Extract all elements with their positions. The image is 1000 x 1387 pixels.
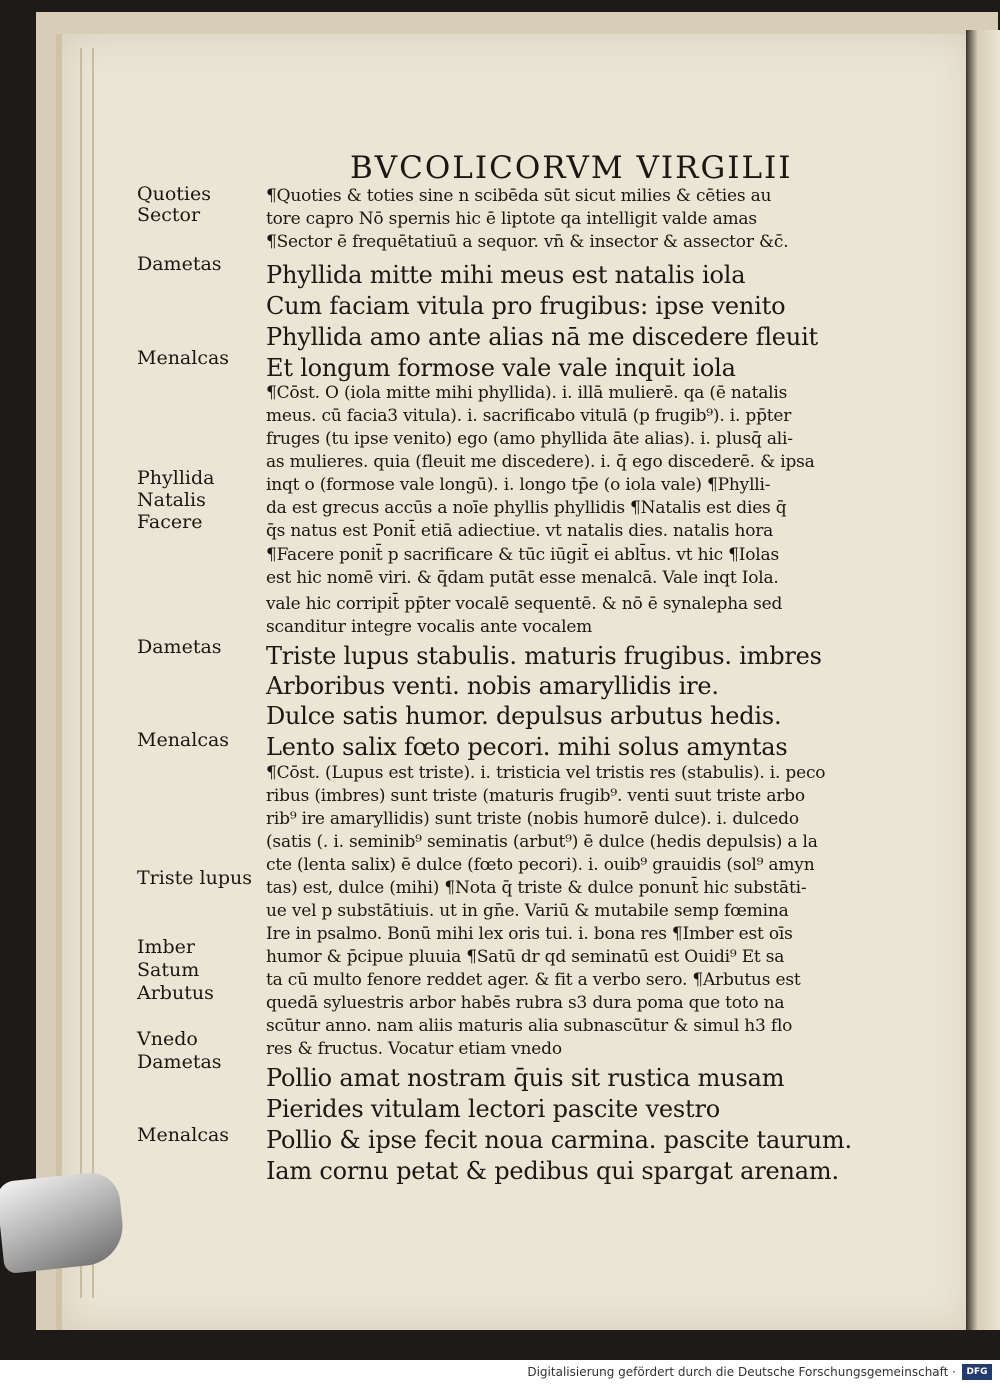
commentary-line: rib⁹ ire amaryllidis) sunt triste (nobis humorē dulce). i. dulcedo — [266, 809, 799, 829]
margin-note: Quoties — [137, 183, 211, 205]
commentary-line: q̄s natus est Ponit̄ etiā adiectiue. vt natalis dies. natalis hora — [266, 521, 774, 541]
book-spine — [966, 30, 1000, 1330]
commentary-line: ¶Facere ponit̄ p sacrificare & tūc iūgit̄ ei ablt̄us. vt hic ¶Iolas — [266, 545, 779, 565]
verse-line: Phyllida mitte mihi meus est natalis iola — [266, 261, 746, 289]
commentary-line: inqt o (formose vale longū). i. longo tp̄e (o iola vale) ¶Phylli- — [266, 475, 771, 495]
margin-note: Satum — [137, 959, 200, 981]
commentary-line: ¶Cōst. O (iola mitte mihi phyllida). i. illā mulierē. qa (ē natalis — [266, 383, 788, 403]
commentary-line: ¶Cōst. (Lupus est triste). i. tristicia vel tristis res (stabulis). i. peco — [266, 763, 826, 783]
commentary-line: cte (lenta salix) ē dulce (fœto pecori). i. ouib⁹ grauidis (sol⁹ amyn — [266, 855, 815, 875]
commentary-line: vale hic corripit̄ pp̄ter vocalē sequentē. & nō ē synalepha sed — [266, 594, 783, 614]
margin-note: Menalcas — [137, 347, 230, 369]
margin-note: Facere — [137, 511, 203, 533]
verse-line: Pollio & ipse fecit noua carmina. pascite taurum. — [266, 1126, 852, 1154]
verse-line: Triste lupus stabulis. maturis frugibus. imbres — [266, 642, 822, 670]
footer-bar — [0, 1360, 1000, 1387]
margin-note: Triste lupus — [137, 867, 252, 889]
verse-line: Iam cornu petat & pedibus qui spargat arenam. — [266, 1157, 839, 1185]
commentary-line: Ire in psalmo. Bonū mihi lex oris tui. i. bona res ¶Imber est oīs — [266, 924, 793, 944]
verse-line: Pierides vitulam lectori pascite vestro — [266, 1095, 721, 1123]
margin-note: Menalcas — [137, 729, 230, 751]
verse-line: Et longum formose vale vale inquit iola — [266, 354, 736, 382]
commentary-line: as mulieres. quia (fleuit me discedere). i. q̄ ego discederē. & ipsa — [266, 452, 815, 472]
verse-line: Arboribus venti. nobis amaryllidis ire. — [266, 672, 719, 700]
margin-note: Sector — [137, 204, 201, 226]
margin-note: Dametas — [137, 253, 222, 275]
commentary-line: ue vel p substātiuis. ut in gn̄e. Variū & mutabile semp fœmina — [266, 901, 789, 921]
commentary-line: meus. cū facia3 vitula). i. sacrificabo vitulā (p frugib⁹). i. pp̄ter — [266, 406, 792, 426]
running-title: BVCOLICORVM VIRGILII — [350, 150, 793, 186]
page-edge-lines — [80, 48, 94, 1298]
margin-note: Vnedo — [137, 1028, 198, 1050]
commentary-line: ¶Sector ē frequētatiuū a sequor. vn̄ & insector & assector &c̄. — [266, 232, 789, 252]
commentary-line: quedā syluestris arbor habēs rubra s3 dura poma que toto na — [266, 993, 785, 1013]
commentary-line: (satis (. i. seminib⁹ seminatis (arbut⁹) ē dulce (hedis depulsis) a la — [266, 832, 818, 852]
margin-note: Dametas — [137, 636, 222, 658]
commentary-line: res & fructus. Vocatur etiam vnedo — [266, 1039, 562, 1059]
commentary-line: scanditur integre vocalis ante vocalem — [266, 617, 593, 637]
commentary-line: tore capro Nō spernis hic ē liptote qa intelligit valde amas — [266, 209, 757, 229]
footer-credit: Digitalisierung gefördert durch die Deutsche Forschungsgemeinschaft · — [527, 1365, 956, 1379]
margin-note: Natalis — [137, 489, 206, 511]
commentary-line: est hic nomē viri. & q̄dam putāt esse menalcā. Vale inqt Iola. — [266, 568, 779, 588]
commentary-line: scūtur anno. nam aliis maturis alia subnascūtur & simul h3 flo — [266, 1016, 793, 1036]
margin-note: Dametas — [137, 1051, 222, 1073]
commentary-line: fruges (tu ipse venito) ego (amo phyllida āte alias). i. plusq̄ ali- — [266, 429, 793, 449]
verse-line: Phyllida amo ante alias nā me discedere fleuit — [266, 323, 818, 351]
margin-note: Imber — [137, 936, 196, 958]
commentary-line: humor & p̄cipue pluuia ¶Satū dr qd seminatū est Ouidi⁹ Et sa — [266, 947, 785, 967]
commentary-line: da est grecus accūs a noīe phyllis phyllidis ¶Natalis est dies q̄ — [266, 498, 787, 518]
margin-note: Phyllida — [137, 467, 215, 489]
commentary-line: ¶Quoties & toties sine n scibēda sūt sicut milies & cēties au — [266, 186, 772, 206]
verse-line: Lento salix fœto pecori. mihi solus amyntas — [266, 733, 788, 761]
verse-line: Cum faciam vitula pro frugibus: ipse venito — [266, 292, 786, 320]
dfg-logo: DFG — [962, 1364, 992, 1380]
verse-line: Dulce satis humor. depulsus arbutus hedis. — [266, 702, 782, 730]
verse-line: Pollio amat nostram q̄uis sit rustica musam — [266, 1064, 785, 1092]
commentary-line: tas) est, dulce (mihi) ¶Nota q̄ triste & dulce ponunt̄ hic substāti- — [266, 878, 807, 898]
commentary-line: ribus (imbres) sunt triste (maturis frugib⁹. venti suut triste arbo — [266, 786, 805, 806]
margin-note: Arbutus — [137, 982, 214, 1004]
margin-note: Menalcas — [137, 1124, 230, 1146]
commentary-line: ta cū multo fenore reddet ager. & fit a verbo sero. ¶Arbutus est — [266, 970, 801, 990]
